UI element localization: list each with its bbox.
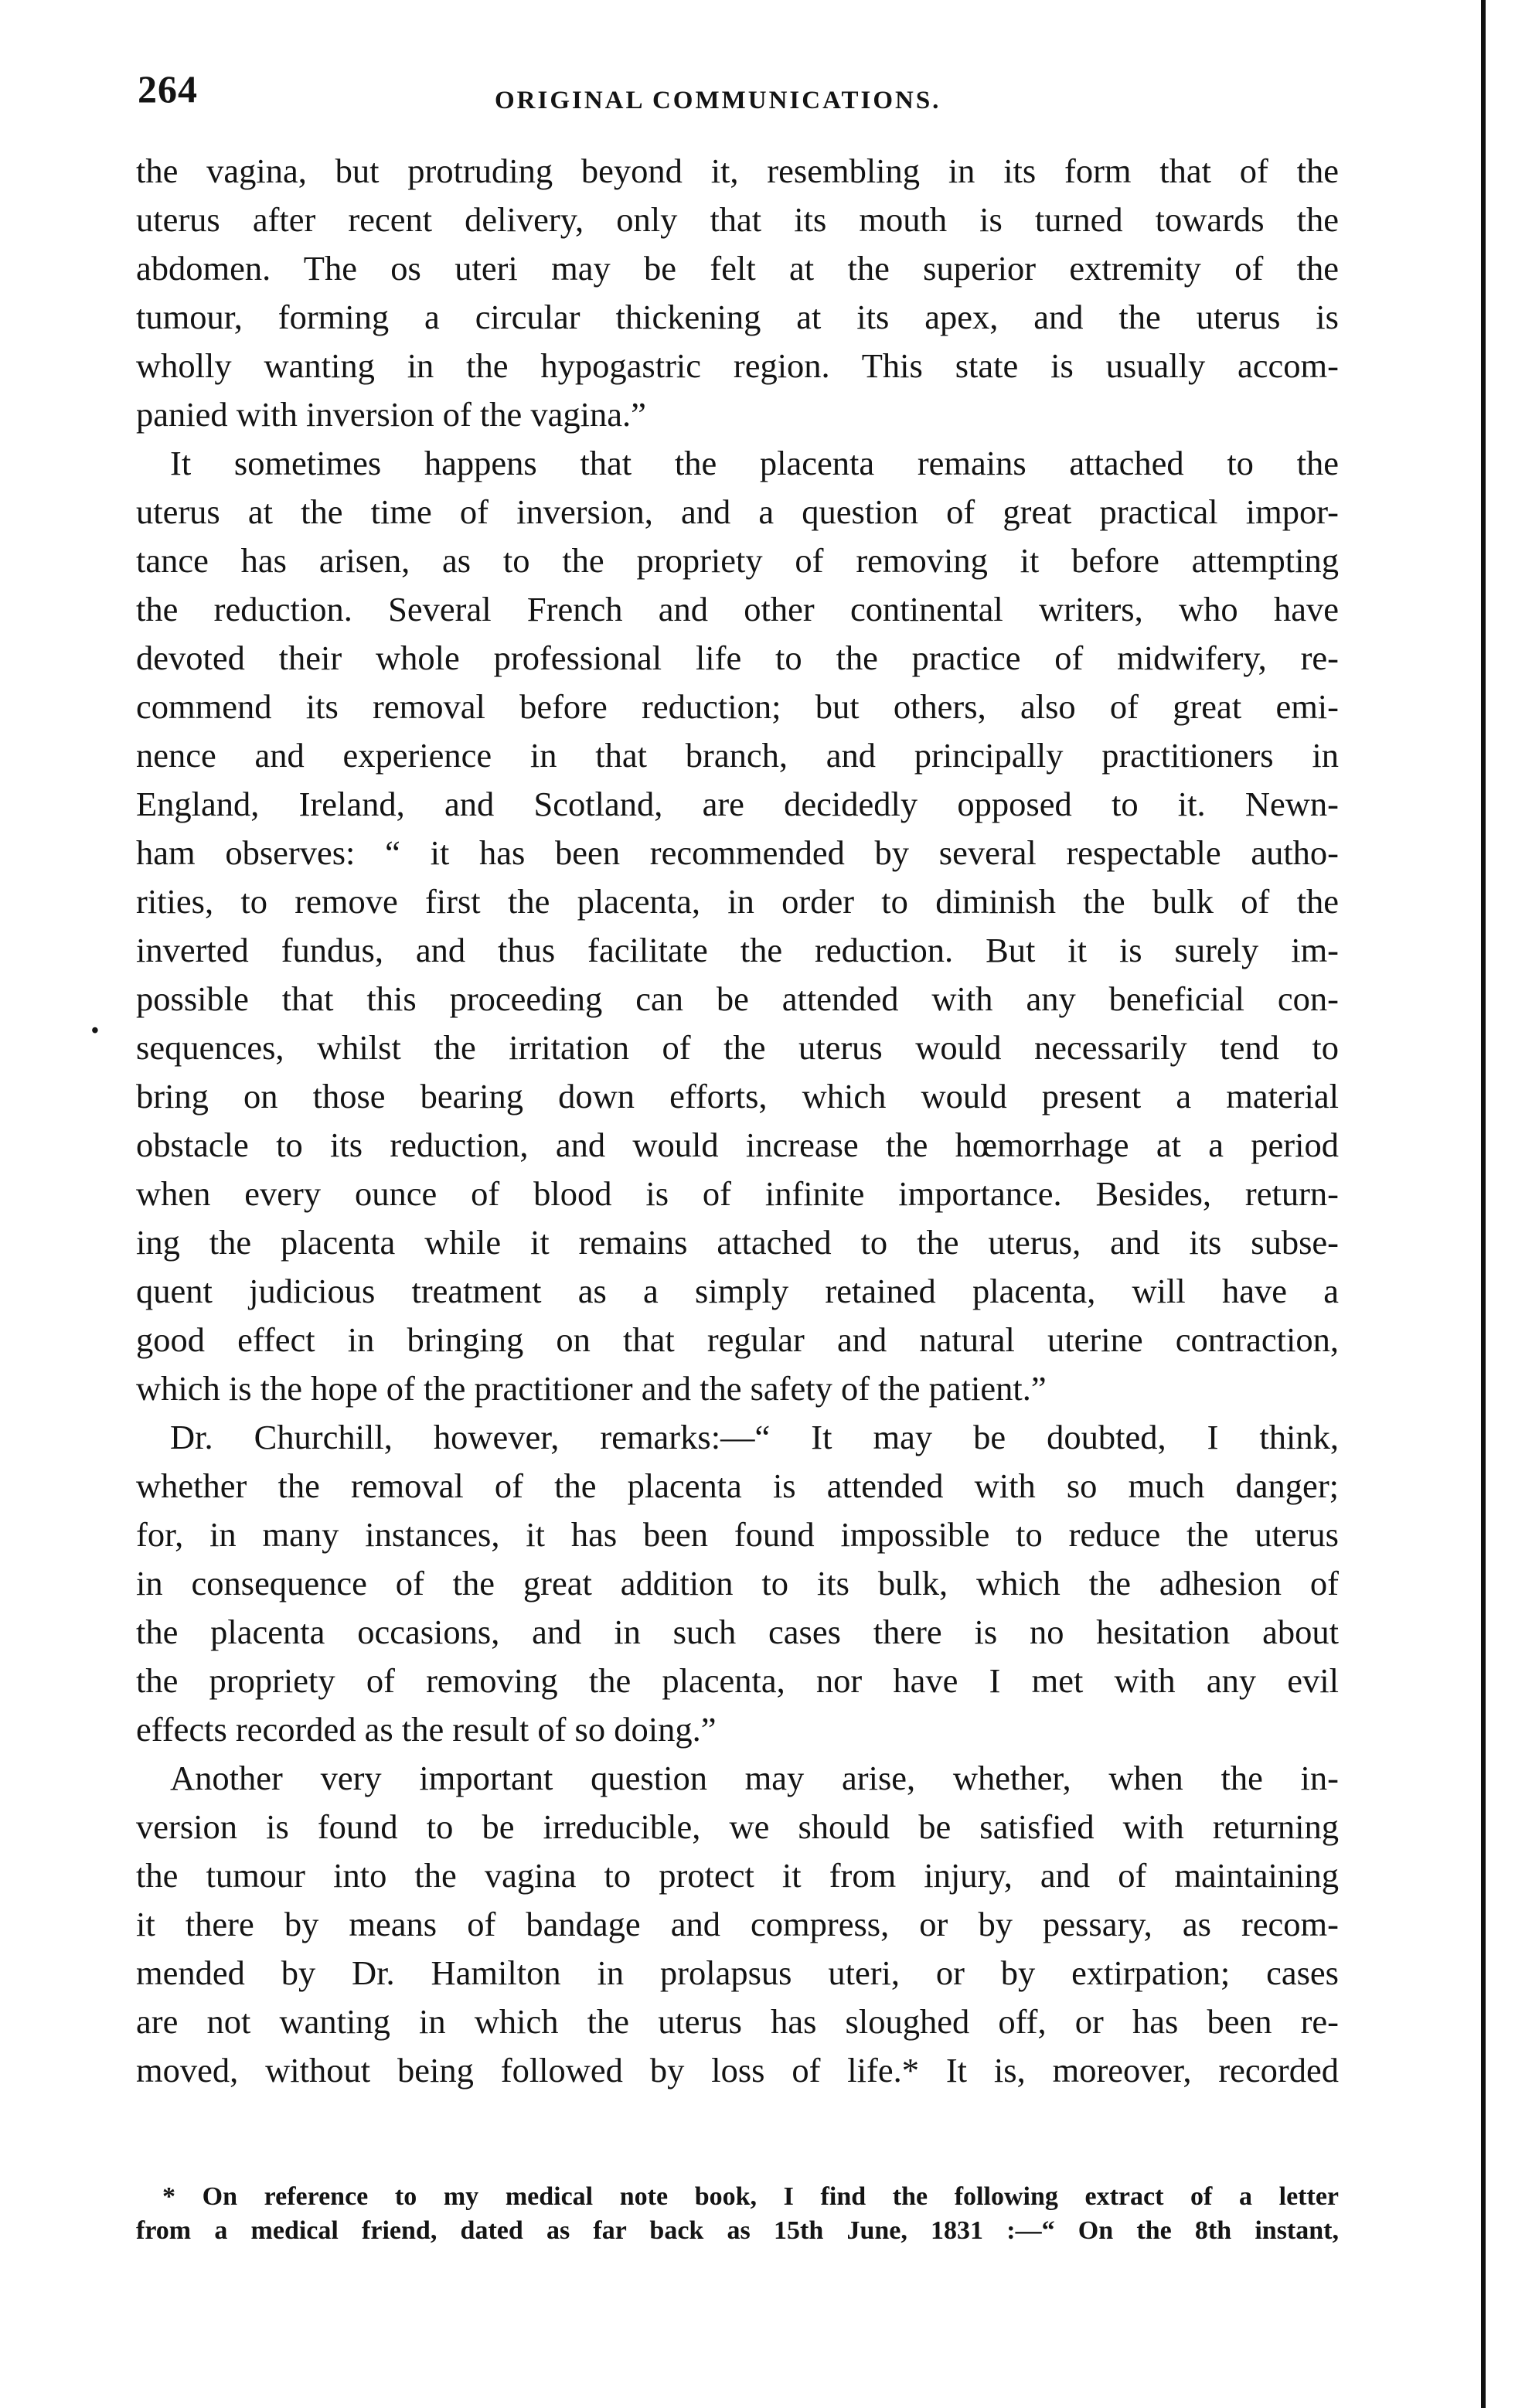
text-line: the tumour into the vagina to protect it from injury, and of maintaining — [136, 1856, 1339, 1895]
text-line: in consequence of the great addition to its bulk, which the adhesion of — [136, 1564, 1339, 1602]
text-line: the placenta occasions, and in such cases there is no hesitation about — [136, 1613, 1339, 1651]
text-line: effects recorded as the result of so doing.” — [136, 1710, 717, 1749]
text-line: rities, to remove first the placenta, in order to diminish the bulk of the — [136, 882, 1339, 921]
text-line: are not wanting in which the uterus has sloughed off, or has been re- — [136, 2002, 1339, 2041]
running-head: ORIGINAL COMMUNICATIONS. — [495, 87, 941, 114]
text-line: abdomen. The os uteri may be felt at the superior extremity of the — [136, 249, 1339, 288]
text-line: when every ounce of blood is of infinite importance. Besides, return- — [136, 1174, 1339, 1213]
text-line: inverted fundus, and thus facilitate the reduction. But it is surely im- — [136, 931, 1339, 969]
text-line: it there by means of bandage and compress, or by pessary, as recom- — [136, 1905, 1339, 1943]
text-line: Dr. Churchill, however, remarks:—“ It may be doubted, I think, — [170, 1418, 1339, 1456]
text-line: good effect in bringing on that regular and natural uterine contraction, — [136, 1320, 1339, 1359]
text-line: England, Ireland, and Scotland, are decidedly opposed to it. Newn- — [136, 785, 1339, 823]
text-line: tumour, forming a circular thickening at its apex, and the uterus is — [136, 298, 1339, 336]
text-line: the vagina, but protruding beyond it, resembling in its form that of the — [136, 152, 1339, 190]
text-line: ing the placenta while it remains attached to the uterus, and its subse- — [136, 1223, 1339, 1262]
text-line: uterus after recent delivery, only that its mouth is turned towards the — [136, 200, 1339, 239]
text-line: version is found to be irreducible, we should be satisfied with returning — [136, 1807, 1339, 1846]
text-line: for, in many instances, it has been found impossible to reduce the uterus — [136, 1515, 1339, 1554]
text-line: devoted their whole professional life to the practice of midwifery, re- — [136, 639, 1339, 677]
text-line: nence and experience in that branch, and principally practitioners in — [136, 736, 1339, 775]
text-line: ham observes: “ it has been recommended by several respectable autho- — [136, 833, 1339, 872]
page-number: 264 — [138, 67, 198, 111]
footnote — [136, 2180, 1339, 2248]
text-line: wholly wanting in the hypogastric region. This state is usually accom- — [136, 346, 1339, 385]
text-line: whether the removal of the placenta is attended with so much danger; — [136, 1466, 1339, 1505]
text-line: sequences, whilst the irritation of the uterus would necessarily tend to — [136, 1028, 1339, 1067]
text-line: commend its removal before reduction; but others, also of great emi- — [136, 687, 1339, 726]
text-line: bring on those bearing down efforts, which would present a material — [136, 1077, 1339, 1115]
footnote-line: from a medical friend, dated as far back as 15th June, 1831 :—“ On the 8th instant, — [136, 2216, 1339, 2245]
text-line: Another very important question may arise, whether, when the in- — [170, 1759, 1339, 1797]
text-line: uterus at the time of inversion, and a question of great practical impor- — [136, 492, 1339, 531]
text-line: It sometimes happens that the placenta remains attached to the — [170, 444, 1339, 482]
text-line: which is the hope of the practitioner and the safety of the patient.” — [136, 1369, 1047, 1408]
margin-mark: • — [91, 1019, 99, 1043]
text-line: the reduction. Several French and other continental writers, who have — [136, 590, 1339, 628]
text-line: the propriety of removing the placenta, nor have I met with any evil — [136, 1661, 1339, 1700]
text-line: moved, without being followed by loss of life.* It is, moreover, recorded — [136, 2051, 1339, 2090]
text-line: quent judicious treatment as a simply retained placenta, will have a — [136, 1272, 1339, 1310]
text-line: panied with inversion of the vagina.” — [136, 395, 646, 434]
text-line: obstacle to its reduction, and would increase the hœmorrhage at a period — [136, 1126, 1339, 1164]
text-line: tance has arisen, as to the propriety of removing it before attempting — [136, 541, 1339, 580]
body-text — [136, 147, 1339, 2095]
text-line: mended by Dr. Hamilton in prolapsus uteri, or by extirpation; cases — [136, 1953, 1339, 1992]
footnote-line: * On reference to my medical note book, I find the following extract of a letter — [162, 2182, 1339, 2211]
text-line: possible that this proceeding can be attended with any beneficial con- — [136, 979, 1339, 1018]
page-edge-rule — [1481, 0, 1486, 2408]
